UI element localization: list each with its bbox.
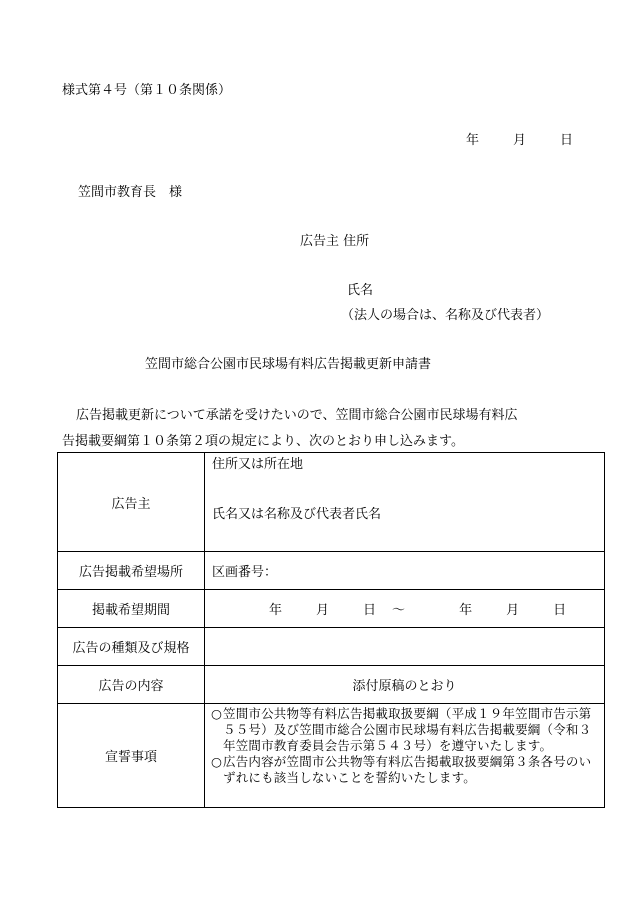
applicant-note: （法人の場合は、名称及び代表者） xyxy=(341,308,550,323)
form-number: 様式第４号（第１０条関係） xyxy=(62,83,232,98)
pledge-label: 宣誓事項 xyxy=(58,704,205,808)
row-pledge xyxy=(58,704,605,808)
row-type xyxy=(58,628,605,666)
body-line-1: 広告掲載更新について承諾を受けたいので、笠間市総合公園市民球場有料広 xyxy=(76,408,518,423)
row-location xyxy=(58,552,605,590)
body-line-2: 告掲載要綱第１０条第２項の規定により、次のとおり申し込みます。 xyxy=(62,434,464,449)
advertiser-field[interactable] xyxy=(205,453,605,552)
body-text xyxy=(62,403,582,455)
date-line xyxy=(466,134,573,147)
application-table xyxy=(57,452,605,808)
circle-mark-icon: ○ xyxy=(211,706,222,721)
type-label: 広告の種類及び規格 xyxy=(58,628,205,666)
period-year-2: 年 xyxy=(459,603,473,618)
row-content xyxy=(58,666,605,704)
advertiser-address-label: 住所又は所在地 xyxy=(212,457,304,472)
pledge-item-2 xyxy=(211,754,598,786)
pledge-item-1-text: 笠間市公共物等有料広告掲載取扱要綱（平成１９年笠間市告示第５５号）及び笠間市総合公園市民球場有料広告掲載要綱（令和３年笠間市教育委員会告示第５４３号）を遵守いたします。 xyxy=(223,706,592,753)
circle-mark-icon: ○ xyxy=(211,754,222,769)
applicant-name-label: 氏名 xyxy=(347,283,374,298)
period-day-1: 日 xyxy=(363,603,377,618)
applicant-address-label: 広告主 住所 xyxy=(300,234,370,249)
date-day: 日 xyxy=(560,133,574,148)
period-tilde: ～ xyxy=(392,603,406,618)
period-field[interactable] xyxy=(205,590,605,628)
addressee: 笠間市教育長 様 xyxy=(78,185,183,200)
content-field: 添付原稿のとおり xyxy=(205,666,605,704)
date-year: 年 xyxy=(466,133,480,148)
row-advertiser xyxy=(58,453,605,552)
content-label: 広告の内容 xyxy=(58,666,205,704)
location-label: 広告掲載希望場所 xyxy=(58,552,205,590)
type-field[interactable] xyxy=(205,628,605,666)
row-period xyxy=(58,590,605,628)
period-month-1: 月 xyxy=(316,603,330,618)
pledge-item-2-text: 広告内容が笠間市公共物等有料広告掲載取扱要綱第３条各号のいずれにも該当しないことを誓約いたします。 xyxy=(223,754,592,785)
period-label: 掲載希望期間 xyxy=(58,590,205,628)
date-month: 月 xyxy=(513,133,527,148)
pledge-field xyxy=(205,704,605,808)
period-year-1: 年 xyxy=(269,603,283,618)
period-month-2: 月 xyxy=(506,603,520,618)
advertiser-name-label: 氏名又は名称及び代表者氏名 xyxy=(212,507,382,522)
period-day-2: 日 xyxy=(553,603,567,618)
location-field[interactable]: 区画番号： xyxy=(205,552,605,590)
pledge-item-1 xyxy=(211,706,598,754)
advertiser-label: 広告主 xyxy=(58,453,205,552)
document-title: 笠間市総合公園市民球場有料広告掲載更新申請書 xyxy=(145,357,432,372)
